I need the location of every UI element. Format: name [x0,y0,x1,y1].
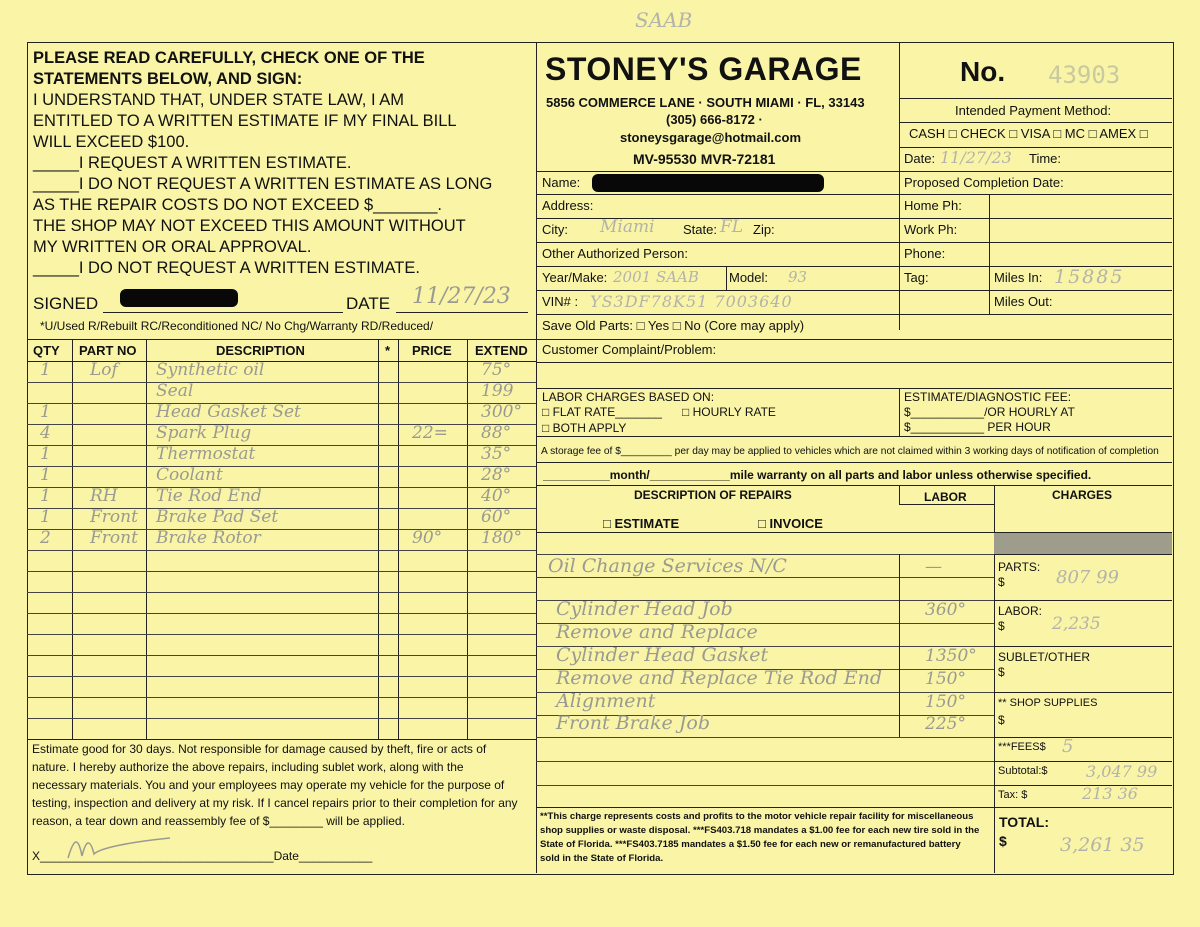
estimate-fee-line-2: $___________ PER HOUR [904,420,1051,434]
estimate-fee-label: ESTIMATE/DIAGNOSTIC FEE: [904,390,1072,404]
total-dollar: $ [999,833,1007,849]
year-make-value: 2001 SAAB [613,268,699,286]
part-qty: 1 [40,465,51,485]
repair-description: Remove and Replace [556,621,758,643]
subtotal-label: Subtotal:$ [998,765,1048,777]
repair-description: Remove and Replace Tie Rod End [556,667,883,689]
part-qty: 1 [40,402,51,422]
customer-signature-line: X___________________________________Date___________ [32,849,373,863]
part-description: Brake Pad Set [156,507,279,527]
part-description: Coolant [156,465,223,485]
tax-label: Tax: $ [998,789,1028,801]
parts-total-label: PARTS: [998,560,1041,574]
option-limit-line-4: MY WRITTEN OR ORAL APPROVAL. [33,238,312,256]
authorization-text-4: testing, inspection and delivery at my risk. If I cancel repairs prior to their completion for any [32,796,518,810]
repairs-charges-header: CHARGES [1052,488,1113,502]
part-number: RH [90,486,118,506]
part-description: Spark Plug [156,423,252,443]
repair-description: Cylinder Head Gasket [556,644,769,666]
labor-total-label: LABOR: [998,604,1043,618]
parts-dollar: $ [998,575,1005,589]
parts-legend: *U/Used R/Rebuilt RC/Reconditioned NC/ No Chg/Warranty RD/Reduced/ [40,319,434,333]
notice-line-2: ENTITLED TO A WRITTEN ESTIMATE IF MY FINAL BILL [33,112,457,130]
shop-supplies-label: ** SHOP SUPPLIES [998,697,1098,709]
part-description: Seal [156,381,194,401]
sublet-label: SUBLET/OTHER [998,650,1091,664]
invoice-number: 43903 [1048,61,1121,89]
part-extend: 88° [481,423,512,443]
option-request-estimate: _____I REQUEST A WRITTEN ESTIMATE. [33,154,352,172]
date-value: 11/27/23 [940,148,1012,167]
city-value: Miami [600,217,655,237]
part-qty: 1 [40,486,51,506]
header-extend: EXTEND [475,343,528,358]
part-extend: 35° [481,444,512,464]
repair-description: Oil Change Services N/C [548,555,787,577]
part-extend: 300° [481,402,522,422]
option-no-estimate-limit: _____I DO NOT REQUEST A WRITTEN ESTIMATE AS LONG [33,175,493,193]
state-label: State: [683,222,717,237]
charges-shaded-bar [994,532,1172,554]
name-label: Name: [542,175,581,190]
payment-options[interactable]: CASH □ CHECK □ VISA □ MC □ AMEX □ [909,126,1148,141]
authorization-text-2: nature. I hereby authorize the above repairs, including sublet work, along with the [32,760,464,774]
authorization-text-1: Estimate good for 30 days. Not responsible for damage caused by theft, fire or acts of [32,742,487,756]
authorization-text-5: reason, a tear down and reassembly fee of $________ will be applied. [32,814,405,828]
header-part-no: PART NO [79,343,137,358]
signed-date-value: 11/27/23 [412,284,511,309]
city-label: City: [542,222,568,237]
option-no-estimate: _____I DO NOT REQUEST A WRITTEN ESTIMATE. [33,259,420,277]
invoice-no-label: No. [960,56,1006,87]
hourly-rate-option[interactable]: □ HOURLY RATE [682,405,776,419]
signed-date-label: DATE [346,294,391,313]
repair-labor-amount: 225° [925,714,966,734]
part-extend: 28° [481,465,512,485]
parts-total-value: 807 99 [1056,567,1119,588]
part-number: Front [90,528,138,548]
part-extend: 60° [481,507,512,527]
redacted-name [592,174,824,192]
option-limit-line-3: THE SHOP MAY NOT EXCEED THIS AMOUNT WITHOUT [33,217,466,235]
date-label: Date: [904,151,936,166]
part-extend: 199 [481,381,514,401]
shop-email: stoneysgarage@hotmail.com [620,130,802,145]
part-extend: 180° [481,528,522,548]
save-old-parts[interactable]: Save Old Parts: □ Yes □ No (Core may apply) [542,318,805,333]
vin-value: YS3DF78K51 7003640 [590,292,793,311]
shop-name: STONEY'S GARAGE [545,51,862,87]
invoice-checkbox[interactable]: □ INVOICE [758,516,823,531]
fees-label: ***FEES$ [998,741,1046,753]
repair-description: Cylinder Head Job [556,598,733,620]
part-qty: 1 [40,507,51,527]
repairs-labor-header: LABOR [924,490,967,504]
labor-total-value: 2,235 [1052,614,1101,634]
miles-in-label: Miles In: [994,270,1043,285]
flat-rate-option[interactable]: □ FLAT RATE_______ [542,405,662,419]
work-phone-label: Work Ph: [904,222,958,237]
zip-label: Zip: [753,222,775,237]
part-qty: 2 [40,528,51,548]
labor-dollar: $ [998,619,1005,633]
year-make-label: Year/Make: [542,270,608,285]
estimate-checkbox[interactable]: □ ESTIMATE [603,516,680,531]
state-value: FL [720,217,744,237]
estimate-fee-line-1: $___________/OR HOURLY AT [904,405,1075,419]
charge-note-4: sold in the State of Florida. [540,853,664,864]
storage-fee-note: A storage fee of $_________ per day may be applied to vehicles which are not claimed within 3 working days of notification of completion [541,446,1159,457]
part-description: Head Gasket Set [156,402,301,422]
model-value: 93 [788,268,808,286]
subtotal-value: 3,047 99 [1086,762,1158,781]
other-person-label: Other Authorized Person: [542,246,688,261]
redacted-signature [120,289,238,307]
part-description: Brake Rotor [156,528,261,548]
notice-line-1: I UNDERSTAND THAT, UNDER STATE LAW, I AM [33,91,404,109]
header-description: DESCRIPTION [216,343,305,358]
tax-value: 213 36 [1082,784,1138,803]
model-label: Model: [729,270,769,285]
part-price: 90° [412,528,443,548]
charge-note-3: State of Florida. ***FS403.7185 mandates a $1.50 fee for each new or remanufactured battery [540,839,961,850]
part-description: Synthetic oil [156,360,265,380]
tag-label: Tag: [904,270,929,285]
repair-labor-amount: 1350° [925,646,977,666]
warranty-note: __________month/____________mile warranty on all parts and labor unless otherwise specified. [543,468,1092,482]
total-label: TOTAL: [999,814,1050,830]
charge-note-1: **This charge represents costs and profits to the motor vehicle repair facility for miscellaneous [540,811,974,822]
both-apply-option[interactable]: □ BOTH APPLY [542,421,627,435]
repair-description: Front Brake Job [556,712,711,734]
repairs-description-header: DESCRIPTION OF REPAIRS [634,488,792,502]
repair-labor-amount: — [925,557,942,577]
header-price: PRICE [412,343,452,358]
miles-out-label: Miles Out: [994,294,1053,309]
part-price: 22= [412,423,448,443]
total-value: 3,261 35 [1060,834,1145,856]
repair-labor-amount: 360° [925,600,966,620]
part-description: Thermostat [156,444,256,464]
top-scribble: SAAB [635,8,693,32]
home-phone-label: Home Ph: [904,198,962,213]
address-label: Address: [542,198,594,213]
notice-heading-1: PLEASE READ CAREFULLY, CHECK ONE OF THE [33,49,425,67]
notice-heading-2: STATEMENTS BELOW, AND SIGN: [33,70,303,88]
part-extend: 40° [481,486,512,506]
shop-phone: (305) 666-8172 · [666,112,763,127]
header-qty: QTY [33,343,60,358]
header-star: * [385,343,391,358]
repair-labor-amount: 150° [925,692,966,712]
shop-address: 5856 COMMERCE LANE · SOUTH MIAMI · FL, 33143 [546,95,865,110]
part-extend: 75° [481,360,512,380]
proposed-completion-label: Proposed Completion Date: [904,175,1064,190]
repair-description: Alignment [556,690,656,712]
option-limit-line-2: AS THE REPAIR COSTS DO NOT EXCEED $_______. [33,196,442,214]
part-qty: 4 [40,423,51,443]
charge-note-2: shop supplies or waste disposal. ***FS403.718 mandates a $1.00 fee for each new tire sold in the [540,825,980,836]
authorization-text-3: necessary materials. You and your employees may operate my vehicle for the purpose of [32,778,505,792]
part-qty: 1 [40,444,51,464]
payment-method-label: Intended Payment Method: [955,103,1112,118]
customer-signature-mark [60,828,180,864]
miles-in-value: 15885 [1054,266,1125,288]
labor-based-on: LABOR CHARGES BASED ON: [542,390,715,404]
phone-label: Phone: [904,246,946,261]
signed-label: SIGNED [33,294,99,313]
time-label: Time: [1029,151,1062,166]
fees-value: 5 [1062,736,1074,757]
part-description: Tie Rod End [156,486,262,506]
repair-labor-amount: 150° [925,669,966,689]
sublet-dollar: $ [998,665,1005,679]
part-qty: 1 [40,360,51,380]
part-number: Front [90,507,138,527]
complaint-label: Customer Complaint/Problem: [542,342,717,357]
supplies-dollar: $ [998,713,1005,727]
shop-license: MV-95530 MVR-72181 [633,151,776,167]
vin-label: VIN# : [542,294,579,309]
part-number: Lof [90,360,118,380]
notice-line-3: WILL EXCEED $100. [33,133,190,151]
